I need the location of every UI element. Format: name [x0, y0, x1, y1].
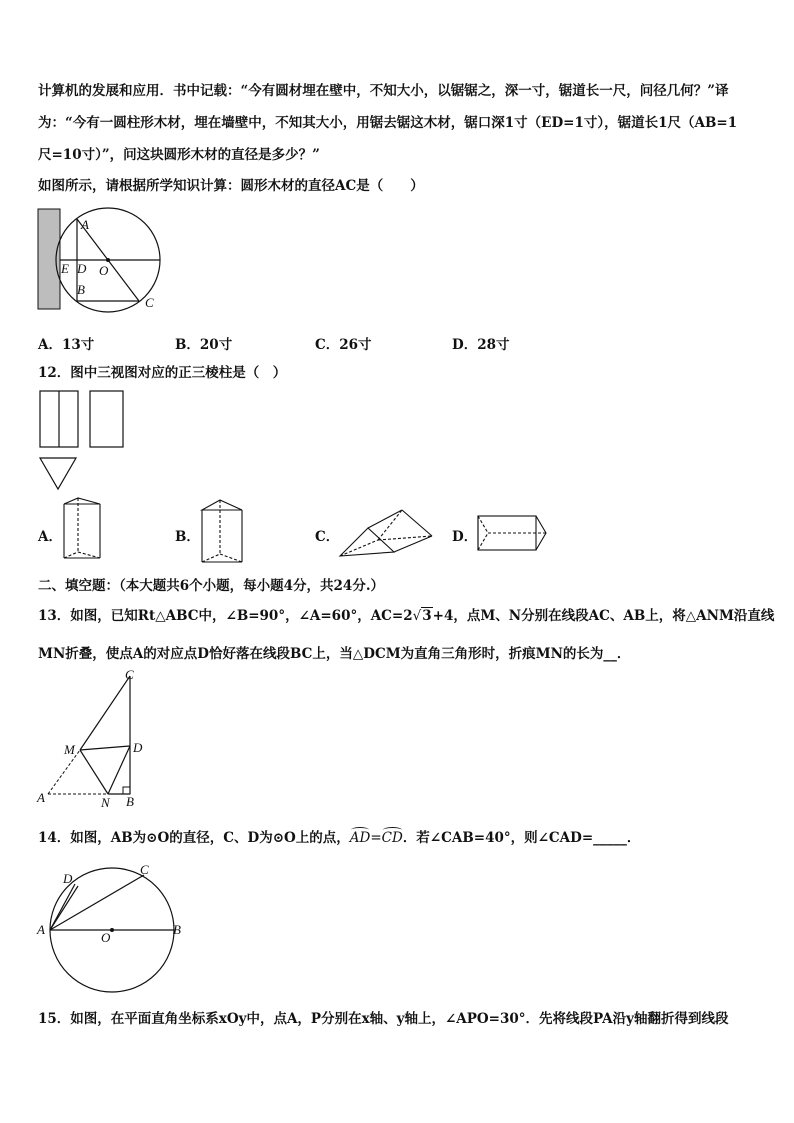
q12-option-c-prism[interactable] [338, 508, 438, 560]
q14-stem [38, 829, 640, 847]
arc-cd-label: CD [381, 830, 403, 846]
q12-option-c-label[interactable]: C． [315, 529, 340, 545]
q12-three-views [36, 388, 136, 494]
section-2-heading: 二、填空题：（本大题共6个小题，每小题4分，共24分.） [38, 578, 385, 594]
label-d: D [133, 740, 143, 755]
q12-option-b-label[interactable]: B． [175, 529, 200, 545]
q11-option-a[interactable]: A．13寸 [38, 337, 95, 353]
label-o: O [101, 930, 111, 945]
q14-stem-post: ．若∠CAB=40°，则∠CAD=_____． [402, 830, 641, 846]
q11-option-d[interactable]: D．28寸 [452, 337, 510, 353]
center-point [106, 258, 110, 262]
right-angle-mark [123, 787, 130, 794]
wall-rect [38, 209, 60, 309]
label-d: D [77, 261, 87, 276]
label-b: B [173, 922, 181, 937]
label-b: B [77, 282, 85, 297]
q13-line-2: MN折叠，使点A的对应点D恰好落在线段BC上，当△DCM为直角三角形时，折痕MN的长为__． [38, 646, 631, 662]
q15-line-1: 15．如图，在平面直角坐标系xOy中，点A，P分别在x轴、y轴上，∠APO=30°．先将线段PA沿y轴翻折得到线段 [38, 1011, 729, 1027]
q14-stem-pre: 14．如图，AB为⊙O的直径，C、D为⊙O上的点， [38, 830, 350, 846]
q12-option-b-prism[interactable] [198, 496, 248, 568]
q12-option-d-prism[interactable] [474, 510, 550, 556]
top-view [40, 458, 76, 489]
arc-cd-mark [383, 827, 402, 833]
sqrt-radicand: 3 [422, 608, 432, 624]
label-e: E [61, 261, 69, 276]
q14-figure [34, 858, 194, 996]
label-a: A [37, 922, 45, 937]
sqrt-sign: √ [412, 608, 422, 624]
arc-ad [350, 829, 371, 847]
label-c: C [140, 862, 149, 877]
q11-figure [30, 205, 170, 315]
q11-line-2: 为：“今有一圆柱形木材，埋在墙壁中，不知其大小，用锯去锯这木材，锯口深1寸（ED=1寸），锯道长1尺（AB=1 [38, 115, 738, 131]
q11-option-b[interactable]: B．20寸 [175, 337, 233, 353]
q12-option-a-label[interactable]: A． [38, 529, 62, 545]
q12-option-d-label[interactable]: D． [452, 529, 478, 545]
q13-line-1-post: +4，点M、N分别在线段AC、AB上，将△ANM沿直线 [432, 608, 775, 624]
q12-stem: 12．图中三视图对应的正三棱柱是（ ） [38, 365, 287, 381]
label-a: A [37, 790, 45, 805]
label-m: M [64, 742, 75, 757]
arc-ad-mark [351, 827, 370, 833]
side-view [90, 391, 123, 447]
label-o: O [99, 263, 109, 278]
label-d: D [63, 871, 73, 886]
label-c: C [125, 667, 134, 682]
q11-line-4: 如图所示，请根据所学知识计算：圆形木材的直径AC是（ ） [38, 178, 424, 194]
label-b: B [126, 794, 134, 809]
arc-cd [382, 829, 403, 847]
q13-figure [34, 668, 154, 810]
arc-equals: = [370, 830, 382, 846]
label-a: A [81, 217, 89, 232]
q13-line-1-pre: 13．如图，已知Rt△ABC中，∠B=90°，∠A=60°，AC=2 [38, 608, 413, 624]
q13-line-1 [38, 607, 774, 625]
q11-line-3: 尺=10寸）”，问这块圆形木材的直径是多少？” [38, 147, 320, 163]
arc-ad-label: AD [349, 830, 371, 846]
q12-option-a-prism[interactable] [60, 496, 106, 568]
q11-option-c[interactable]: C．26寸 [315, 337, 372, 353]
label-n: N [101, 795, 110, 810]
label-c: C [145, 295, 154, 310]
q11-line-1: 计算机的发展和应用．书中记载：“今有圆材埋在壁中，不知大小，以锯锯之，深一寸，锯道长一尺，问径几何？”译 [38, 83, 729, 99]
